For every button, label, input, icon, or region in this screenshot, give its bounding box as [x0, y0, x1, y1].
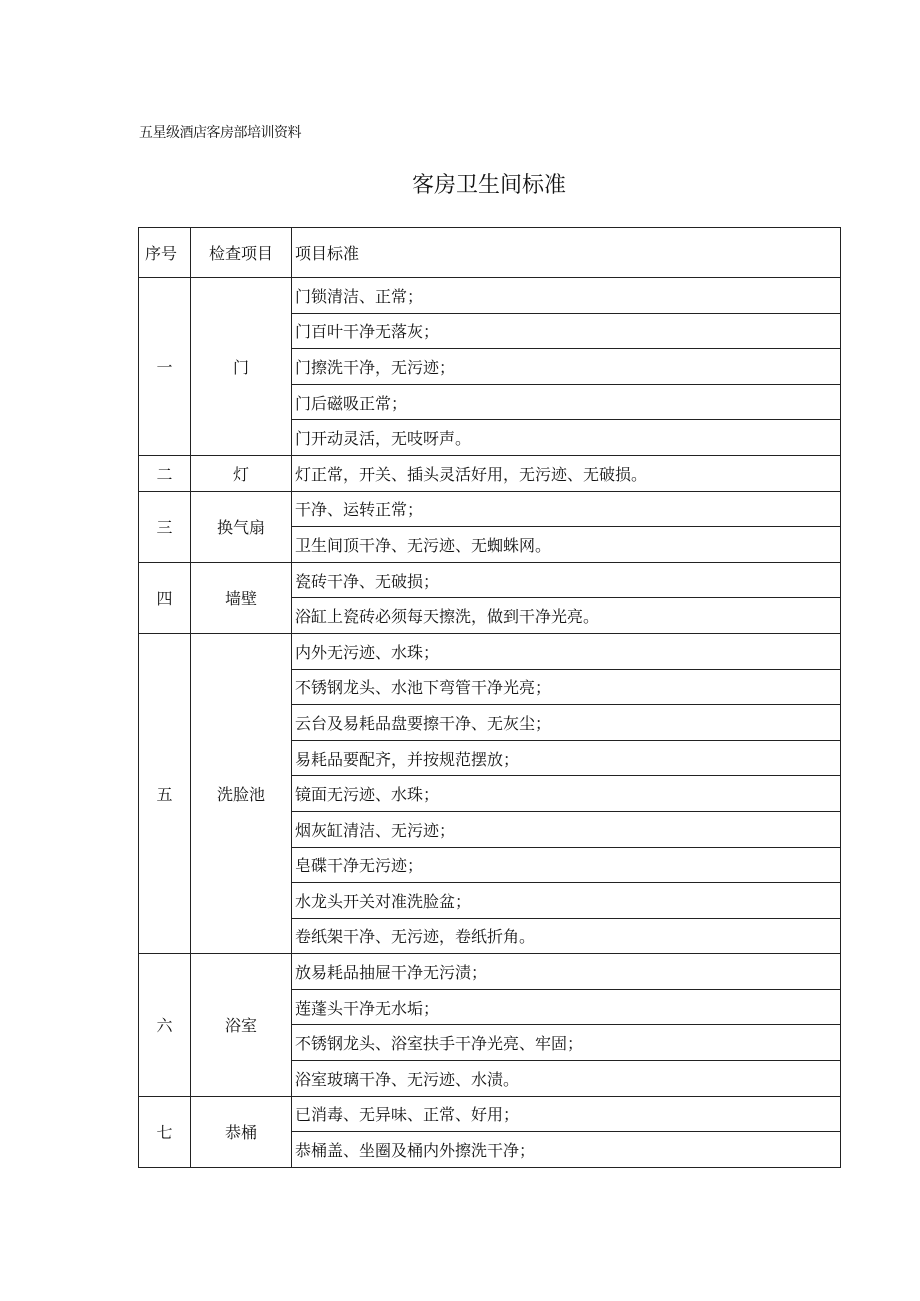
section-number: 二: [139, 455, 191, 491]
standard-text: 浴室玻璃干净、无污迹、水渍。: [292, 1061, 841, 1097]
standard-text: 水龙头开关对准洗脸盆；: [292, 883, 841, 919]
section-number: 三: [139, 491, 191, 562]
standard-text: 恭桶盖、坐圈及桶内外擦洗干净；: [292, 1132, 841, 1168]
standard-text: 干净、运转正常；: [292, 491, 841, 527]
section-number: 五: [139, 633, 191, 953]
standard-text: 放易耗品抽屉干净无污渍；: [292, 954, 841, 990]
header-item: 检查项目: [191, 228, 292, 278]
table-row: [139, 455, 841, 491]
standard-text: 烟灰缸清洁、无污迹；: [292, 811, 841, 847]
table-header-row: [139, 228, 841, 278]
standard-text: 卫生间顶干净、无污迹、无蜘蛛网。: [292, 527, 841, 563]
standard-text: 门锁清洁、正常；: [292, 278, 841, 314]
section-number: 一: [139, 278, 191, 456]
check-item: 墙壁: [191, 562, 292, 633]
standard-text: 门开动灵活，无吱呀声。: [292, 420, 841, 456]
header-note: 五星级酒店客房部培训资料: [139, 125, 301, 141]
standard-text: 莲蓬头干净无水垢；: [292, 989, 841, 1025]
section-number: 六: [139, 954, 191, 1096]
standard-text: 皂碟干净无污迹；: [292, 847, 841, 883]
standard-text: 门后磁吸正常；: [292, 384, 841, 420]
standard-text: 内外无污迹、水珠；: [292, 633, 841, 669]
standard-text: 门擦洗干净，无污迹；: [292, 349, 841, 385]
standard-text: 不锈钢龙头、浴室扶手干净光亮、牢固；: [292, 1025, 841, 1061]
standard-text: 灯正常，开关、插头灵活好用，无污迹、无破损。: [292, 455, 841, 491]
standard-text: 不锈钢龙头、水池下弯管干净光亮；: [292, 669, 841, 705]
standard-text: 瓷砖干净、无破损；: [292, 562, 841, 598]
table-row: [139, 491, 841, 527]
standard-text: 云台及易耗品盘要擦干净、无灰尘；: [292, 705, 841, 741]
table-row: [139, 278, 841, 314]
section-number: 四: [139, 562, 191, 633]
standard-text: 门百叶干净无落灰；: [292, 313, 841, 349]
check-item: 换气扇: [191, 491, 292, 562]
check-item: 恭桶: [191, 1096, 292, 1167]
standard-text: 易耗品要配齐，并按规范摆放；: [292, 740, 841, 776]
standard-text: 浴缸上瓷砖必须每天擦洗，做到干净光亮。: [292, 598, 841, 634]
standard-text: 镜面无污迹、水珠；: [292, 776, 841, 812]
page-title: 客房卫生间标准: [411, 173, 566, 198]
table-row: [139, 954, 841, 990]
section-number: 七: [139, 1096, 191, 1167]
table-row: [139, 633, 841, 669]
standard-text: 已消毒、无异味、正常、好用；: [292, 1096, 841, 1132]
header-no: 序号: [139, 228, 191, 278]
table-row: [139, 562, 841, 598]
check-item: 灯: [191, 455, 292, 491]
check-item: 洗脸池: [191, 633, 292, 953]
table-row: [139, 1096, 841, 1132]
header-standard: 项目标准: [292, 228, 841, 278]
standards-table: [138, 227, 841, 1168]
check-item: 浴室: [191, 954, 292, 1096]
check-item: 门: [191, 278, 292, 456]
standard-text: 卷纸架干净、无污迹，卷纸折角。: [292, 918, 841, 954]
